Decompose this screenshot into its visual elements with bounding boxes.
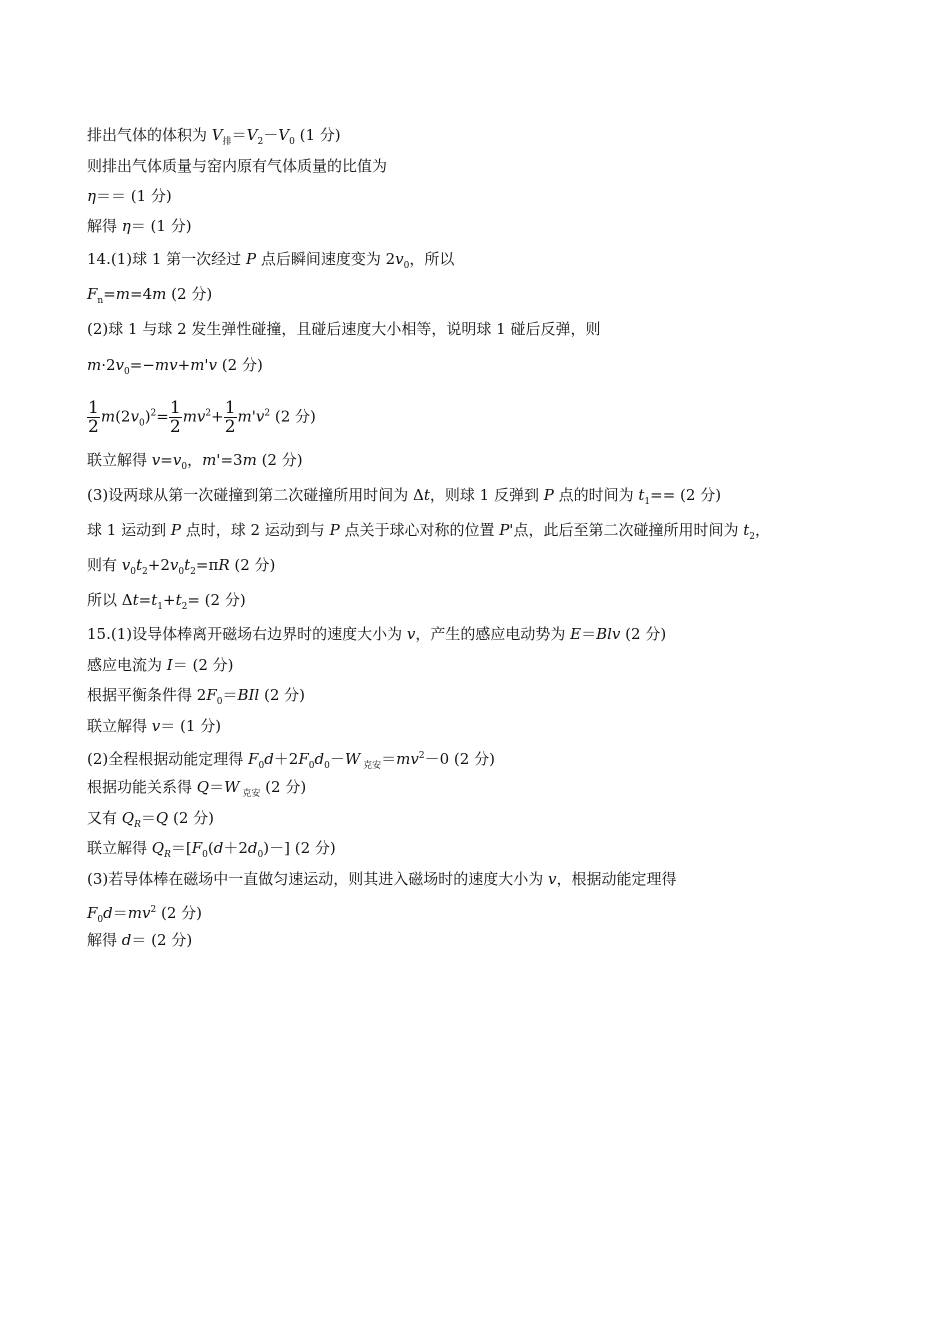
text-run: ＋2 [223, 839, 248, 857]
text-line-l13 [87, 555, 275, 582]
text-run: = [138, 591, 152, 609]
text-line-l19 [87, 746, 495, 776]
text-run: 联立解得 [87, 451, 152, 469]
text-run: (2 分) [156, 904, 203, 922]
text-run: (2)全程根据动能定理得 [87, 750, 249, 768]
text-run: == (2 分) [650, 486, 722, 504]
text-run: Q [196, 778, 210, 796]
fraction [87, 399, 100, 436]
text-run: d [314, 750, 325, 768]
text-run: ＝ [222, 686, 238, 704]
subscript: 0 [308, 761, 315, 771]
text-run: 解得 [87, 931, 122, 949]
text-run: v [115, 356, 125, 374]
text-run: － [329, 750, 345, 768]
text-run: 根据功能关系得 [87, 778, 197, 796]
text-run: W [344, 750, 361, 768]
text-run: m [100, 407, 116, 426]
text-run: (2 分) [166, 285, 213, 303]
text-run: d [247, 839, 258, 857]
text-run: t [136, 556, 143, 574]
subscript: 0 [202, 850, 208, 860]
subscript: 0 [258, 761, 265, 771]
text-run: ＋2 [273, 750, 299, 768]
text-line-l17 [87, 685, 305, 712]
text-line-l8 [87, 355, 263, 382]
text-run: ·2 [101, 356, 116, 374]
text-run: m'v [237, 407, 265, 426]
subscript: 0 [130, 567, 136, 577]
text-run: V [211, 126, 223, 144]
text-run: 则有 [87, 556, 122, 574]
text-line-l1 [87, 125, 341, 152]
text-run: t [151, 591, 158, 609]
text-run: 排出气体的体积为 [87, 126, 212, 144]
subscript: 2 [142, 567, 148, 577]
text-line-l25 [87, 930, 192, 950]
text-run: Q [151, 839, 165, 857]
text-run: m [242, 451, 257, 469]
text-run: R [218, 556, 230, 574]
text-run: (2 分) [229, 556, 276, 574]
text-run: mv [154, 356, 178, 374]
text-run: F [87, 904, 98, 922]
text-line-l22 [87, 838, 336, 865]
text-run: v [172, 451, 182, 469]
text-run: ＝ [581, 625, 597, 643]
text-run: V [246, 126, 258, 144]
text-run: F [191, 839, 203, 857]
text-run: 点后瞬间速度变为 2 [256, 250, 396, 268]
text-run: 联立解得 [87, 839, 152, 857]
text-line-l18 [87, 716, 221, 736]
subscript: 0 [124, 367, 130, 377]
fraction-numerator: 1 [88, 398, 99, 418]
fraction [224, 399, 237, 436]
text-run: =3 [220, 451, 243, 469]
text-run: = [156, 407, 169, 426]
text-run: η [121, 217, 131, 235]
text-run: V [278, 126, 290, 144]
text-run: Q [121, 809, 135, 827]
text-run: ， [187, 451, 203, 469]
text-run: 球 1 运动到 [87, 521, 171, 539]
text-run: mv [396, 750, 419, 768]
fraction-denominator: 2 [169, 417, 181, 437]
text-run: 15.(1)设导体棒离开磁场右边界时的速度大小为 [87, 625, 407, 643]
text-run: =4 [130, 285, 153, 303]
text-run: t [175, 591, 182, 609]
text-run: mv [182, 407, 206, 426]
subscript: 0 [181, 462, 188, 472]
text-line-l20 [87, 777, 306, 804]
text-run: － [263, 126, 279, 144]
text-run: (2 分) [260, 778, 307, 796]
text-run: m'v [190, 356, 218, 374]
text-run: = (2 分) [187, 591, 246, 609]
text-run: BIl [237, 686, 260, 704]
text-run: m' [202, 451, 221, 469]
subscript: 0 [97, 915, 104, 925]
text-run: (2 分) [270, 407, 316, 426]
text-run: t [423, 486, 430, 504]
subscript: 0 [324, 761, 330, 771]
text-run: t [638, 486, 645, 504]
text-run: 解得 [87, 217, 122, 235]
text-run: P [543, 486, 554, 504]
subscript: 1 [644, 497, 651, 507]
fraction-denominator: 2 [224, 417, 236, 437]
text-run: 点关于球心对称的位置 [339, 521, 500, 539]
text-run: Blv [596, 625, 621, 643]
text-run: F [248, 750, 259, 768]
text-run: ＝＝ (1 分) [96, 187, 172, 205]
text-run: ＝ (2 分) [131, 931, 193, 949]
text-line-l9 [87, 399, 316, 436]
text-run: P' [499, 521, 514, 539]
subscript: R [134, 820, 141, 830]
text-line-l11 [87, 485, 721, 512]
text-line-l10 [87, 450, 303, 477]
text-run: 则排出气体质量与窑内原有气体质量的比值为 [87, 157, 388, 175]
text-run: ，所以 [409, 250, 455, 268]
subscript: n [97, 296, 104, 306]
text-run: I [166, 656, 173, 674]
text-run: t [743, 521, 750, 539]
text-run: ，产生的感应电动势为 [415, 625, 571, 643]
subscript: 2 [749, 532, 755, 542]
text-run: d [121, 931, 132, 949]
text-run: (3)设两球从第一次碰撞到第二次碰撞所用时间为 Δ [87, 486, 424, 504]
text-line-l6 [87, 284, 212, 311]
text-line-l4 [87, 216, 192, 236]
text-run: v [130, 407, 139, 426]
superscript: 2 [264, 408, 271, 419]
text-run: ， [754, 521, 770, 539]
text-run: ＝ [112, 904, 128, 922]
text-run: ，根据动能定理得 [556, 870, 677, 888]
text-run: P [245, 250, 257, 268]
text-run: (1 分) [294, 126, 341, 144]
text-line-l23 [87, 869, 677, 889]
text-run: + [177, 356, 191, 374]
text-run: P [170, 521, 181, 539]
text-run: d [103, 904, 113, 922]
text-run: v [121, 556, 131, 574]
text-run: =π [195, 556, 219, 574]
subscript: 2 [257, 137, 264, 147]
text-run: v [169, 556, 179, 574]
subscript: 2 [181, 602, 188, 612]
text-run: ＝ [209, 778, 225, 796]
text-run: (3)若导体棒在磁场中一直做匀速运动，则其进入磁场时的速度大小为 [87, 870, 549, 888]
text-run: 点时，球 2 运动到与 [180, 521, 330, 539]
subscript: R [164, 850, 171, 860]
text-line-l14 [87, 590, 246, 617]
superscript: 2 [205, 408, 212, 419]
text-run: (2 [115, 407, 131, 426]
text-run: )－] (2 分) [263, 839, 336, 857]
text-run: v [151, 451, 161, 469]
text-run: v [548, 870, 557, 888]
text-run: m [152, 285, 167, 303]
text-run: +2 [147, 556, 170, 574]
text-run: F [206, 686, 217, 704]
text-run: v [406, 625, 416, 643]
text-line-l16 [87, 655, 234, 675]
text-run: t [132, 591, 139, 609]
text-run: v [151, 717, 161, 735]
text-run: ＝ [381, 750, 397, 768]
text-run: 14.(1)球 1 第一次经过 [87, 250, 246, 268]
subscript: 克安 [360, 761, 382, 771]
text-run: 联立解得 [87, 717, 152, 735]
text-run: ＝ [231, 126, 247, 144]
text-run: mv [127, 904, 151, 922]
text-run: F [87, 285, 98, 303]
text-line-l15 [87, 624, 666, 644]
superscript: 2 [418, 751, 425, 761]
text-run: m [87, 356, 102, 374]
text-run: v [395, 250, 404, 268]
subscript: 克安 [239, 789, 261, 799]
text-run: + [211, 407, 224, 426]
text-run: ，则球 1 反弹到 [429, 486, 544, 504]
text-run: =− [129, 356, 155, 374]
text-run: ( [207, 839, 214, 857]
text-run: + [162, 591, 176, 609]
subscript: 0 [289, 137, 295, 147]
subscript: 2 [190, 567, 196, 577]
text-run: 所以 Δ [87, 591, 133, 609]
text-run: 点，此后至第二次碰撞所用时间为 [513, 521, 744, 539]
text-run: －0 (2 分) [424, 750, 495, 768]
text-run: 感应电流为 [87, 656, 167, 674]
text-run: ＝ (1 分) [160, 717, 222, 735]
text-run: η [87, 187, 96, 205]
text-run: 根据平衡条件得 2 [87, 686, 207, 704]
text-run: ＝[ [170, 839, 192, 857]
text-line-l2 [87, 156, 387, 176]
text-line-l21 [87, 808, 214, 835]
text-run: d [213, 839, 224, 857]
text-run: 点的时间为 [553, 486, 639, 504]
subscript: 0 [216, 697, 223, 707]
fraction [169, 399, 182, 436]
text-run: ＝ [140, 809, 156, 827]
text-line-l3 [87, 186, 172, 206]
superscript: 2 [150, 408, 157, 419]
fraction-numerator: 1 [224, 398, 236, 418]
text-run: F [298, 750, 309, 768]
text-run: ) [144, 407, 151, 426]
fraction-numerator: 1 [169, 398, 181, 418]
subscript: 1 [157, 602, 163, 612]
text-run: m [115, 285, 131, 303]
text-run: E [570, 625, 582, 643]
text-run: (2 分) [217, 356, 263, 374]
superscript: 2 [150, 905, 157, 915]
text-run: ＝ (1 分) [130, 217, 192, 235]
text-run: (2 分) [168, 809, 214, 827]
text-line-l5 [87, 249, 454, 276]
text-line-l12 [87, 520, 770, 547]
subscript: 0 [178, 567, 185, 577]
text-line-l24 [87, 900, 202, 930]
subscript: 0 [257, 850, 264, 860]
text-run: t [184, 556, 191, 574]
text-run: = [160, 451, 173, 469]
text-run: (2 分) [620, 625, 667, 643]
text-run: ＝ (2 分) [172, 656, 234, 674]
text-run: = [103, 285, 116, 303]
subscript: 排 [222, 137, 232, 147]
text-line-l7 [87, 319, 601, 339]
subscript: 0 [403, 261, 410, 271]
text-run: (2 分) [259, 686, 306, 704]
text-run: (2)球 1 与球 2 发生弹性碰撞，且碰后速度大小相等，说明球 1 碰后反弹，则 [87, 320, 601, 338]
subscript: 0 [138, 418, 145, 429]
text-run: Q [155, 809, 169, 827]
text-run: 又有 [87, 809, 122, 827]
text-run: (2 分) [256, 451, 303, 469]
fraction-denominator: 2 [88, 417, 99, 437]
text-run: P [329, 521, 340, 539]
text-run: d [264, 750, 274, 768]
text-run: W [224, 778, 240, 796]
